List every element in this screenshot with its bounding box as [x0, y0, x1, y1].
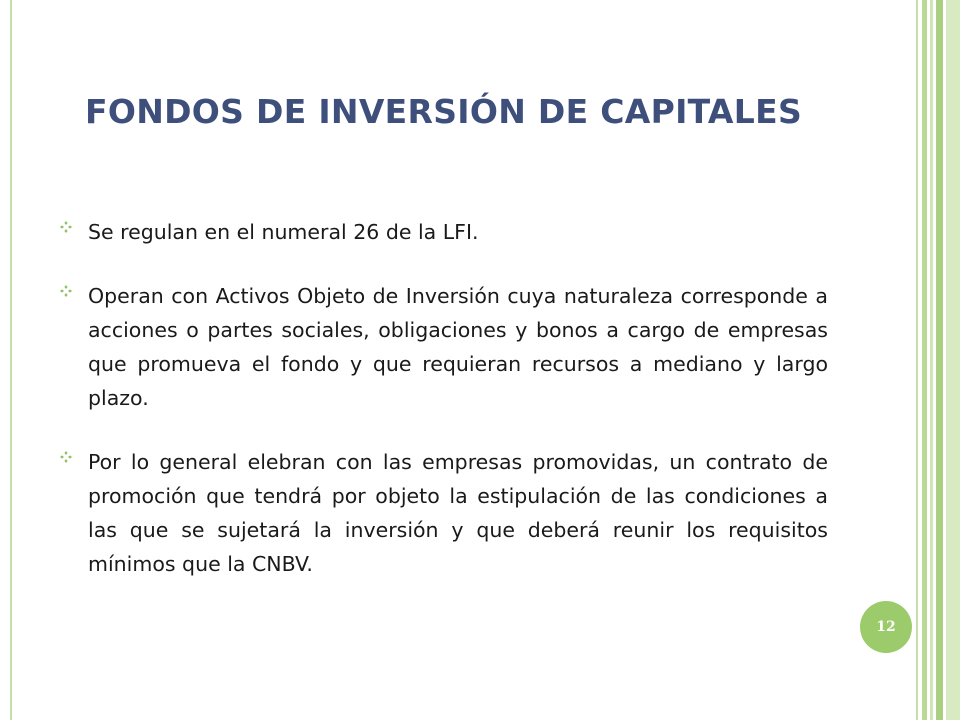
left-border-line [10, 0, 12, 720]
bullet-text: Por lo general elebran con las empresas promovidas, un contrato de promoción que tendrá por objeto la estipulación de las condiciones a las que se sujetará la inversión y que deberá reunir los requisitos mínimos que la CNBV. [88, 450, 828, 576]
page-number-badge [860, 601, 912, 653]
bullet-text: Operan con Activos Objeto de Inversión cuya naturaleza corresponde a acciones o partes sociales, obligaciones y bonos a cargo de empresas que promueva el fondo y que requieran recursos a mediano y largo plazo. [88, 284, 828, 410]
four-diamond-icon [60, 221, 72, 233]
bullet-item [60, 215, 828, 249]
four-diamond-icon [60, 285, 72, 297]
four-diamond-icon [60, 451, 72, 463]
bullet-item [60, 445, 828, 581]
page-number: 12 [876, 619, 896, 635]
bullet-text: Se regulan en el numeral 26 de la LFI. [88, 220, 479, 244]
bullet-list [60, 215, 828, 611]
slide-title: FONDOS DE INVERSIÓN DE CAPITALES [85, 92, 803, 131]
bullet-item [60, 279, 828, 415]
right-decorative-stripes [916, 0, 960, 720]
